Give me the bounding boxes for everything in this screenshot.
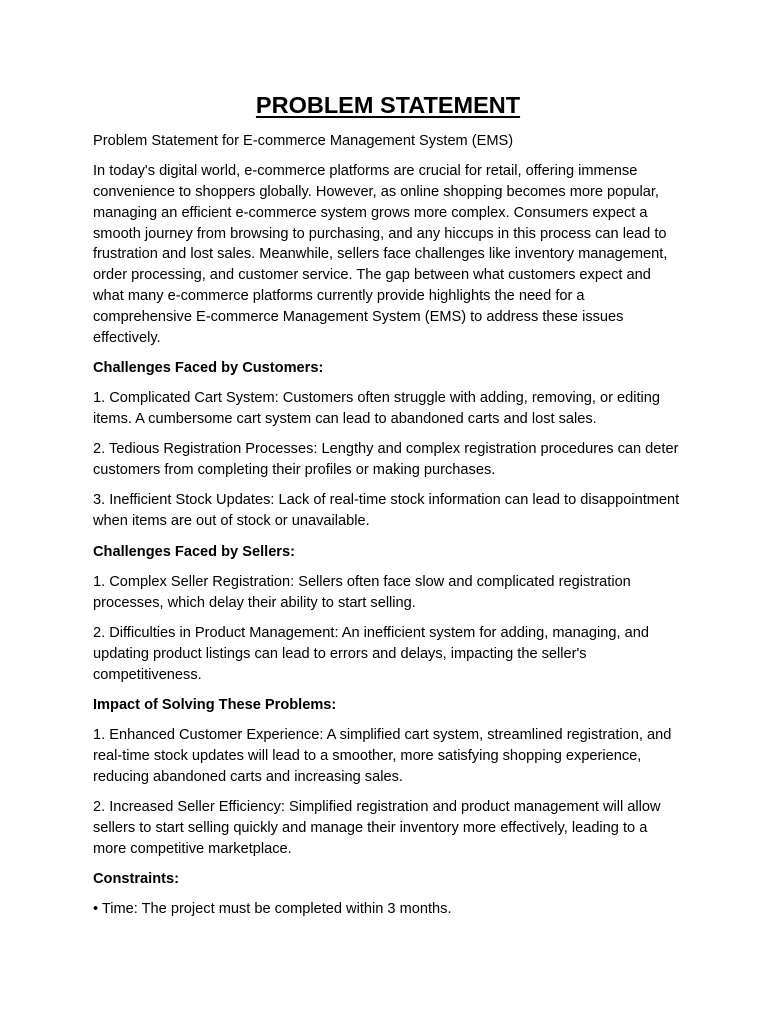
customer-challenge-item: 1. Complicated Cart System: Customers often struggle with adding, removing, or editing items. A cumbersome cart system can lead to abandoned carts and lost sales. [93,390,660,428]
document-title: PROBLEM STATEMENT [255,92,521,118]
seller-challenge-item: 1. Complex Seller Registration: Sellers often face slow and complicated registration processes, which delay their ability to start selling. [93,573,631,611]
section-heading-impact: Impact of Solving These Problems: [93,696,337,713]
impact-item: 1. Enhanced Customer Experience: A simplified cart system, streamlined registration, and real-time stock updates will lead to a smoother, more satisfying shopping experience, reducing abandoned carts and increasing sales. [93,727,672,785]
section-heading-customer-challenges: Challenges Faced by Customers: [93,359,324,376]
document-subtitle: Problem Statement for E-commerce Management System (EMS) [93,133,514,149]
customer-challenge-item: 2. Tedious Registration Processes: Lengthy and complex registration procedures can deter customers from completing their profiles or making purchases. [93,441,679,479]
section-heading-constraints: Constraints: [93,870,179,887]
section-heading-seller-challenges: Challenges Faced by Sellers: [93,543,295,560]
customer-challenge-item: 3. Inefficient Stock Updates: Lack of real-time stock information can lead to disappointment when items are out of stock or unavailable. [93,492,680,530]
constraint-item: • Time: The project must be completed within 3 months. [93,901,452,918]
intro-paragraph: In today's digital world, e-commerce platforms are crucial for retail, offering immense convenience to shoppers globally. However, as online shopping becomes more popular, managing an efficient e-commerce system grows more complex. Consumers expect a smooth journey from browsing to purchasing, and any hiccups in this process can lead to frustration and lost sales. Meanwhile, sellers face challenges like inventory management, order processing, and customer service. The gap between what customers expect and what many e-commerce platforms currently provide highlights the need for a comprehensive E-commerce Management System (EMS) to address these issues effectively. [93,163,668,346]
document-page [93,88,683,930]
seller-challenge-item: 2. Difficulties in Product Management: An inefficient system for adding, managing, and updating product listings can lead to errors and delays, impacting the seller's competitiveness. [93,624,649,683]
impact-item: 2. Increased Seller Efficiency: Simplified registration and product management will allow sellers to start selling quickly and manage their inventory more effectively, leading to a more competitive marketplace. [93,799,661,857]
